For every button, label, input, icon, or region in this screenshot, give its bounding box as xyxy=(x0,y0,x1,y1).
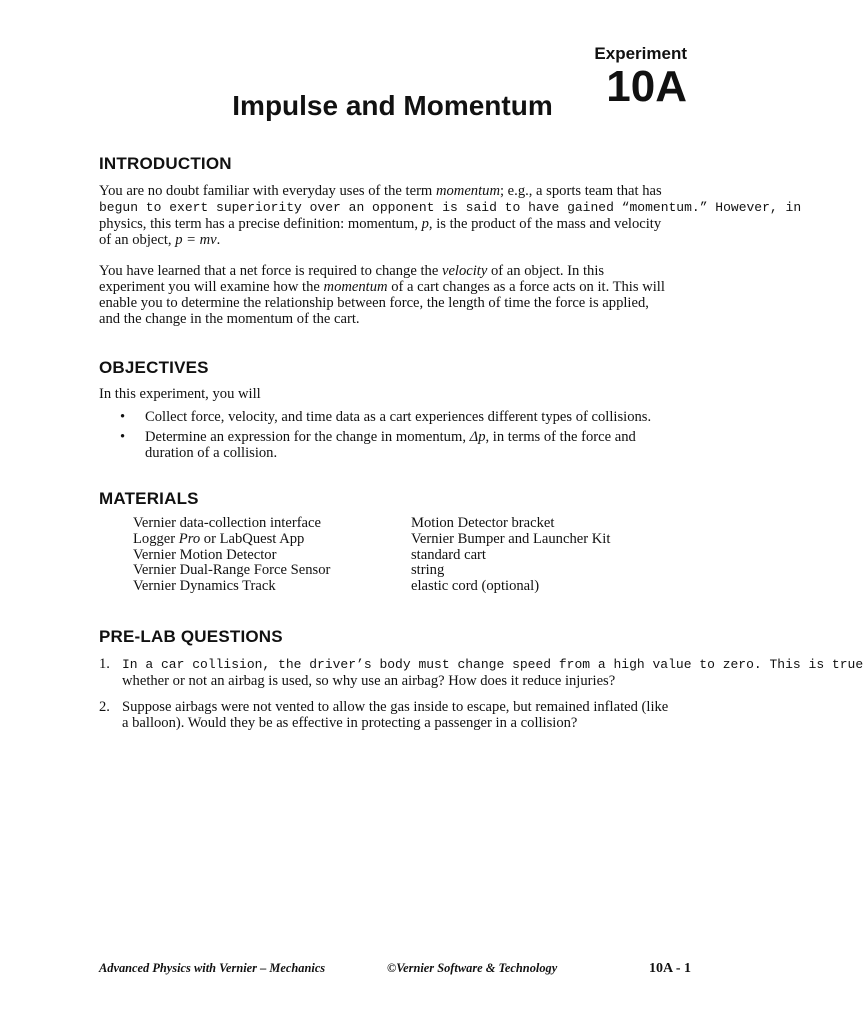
intro-p1-line: begun to exert superiority over an opponent is said to have gained “momentum.” However, in xyxy=(99,200,802,215)
bullet-icon: • xyxy=(120,409,126,425)
page-footer xyxy=(99,961,691,979)
intro-p2-line: enable you to determine the relationship between force, the length of time the force is applied, xyxy=(99,295,649,311)
question-number: 1. xyxy=(99,656,110,672)
material-item: elastic cord (optional) xyxy=(411,578,540,595)
footer-book-title: Advanced Physics with Vernier – Mechanics xyxy=(99,961,326,975)
list-item: • Determine an expression for the change in momentum, Δp, in terms of the force and duration of a collision. xyxy=(120,429,636,461)
introduction-heading: INTRODUCTION xyxy=(99,154,232,173)
objectives-list xyxy=(99,409,689,465)
material-item: Logger Pro or LabQuest App xyxy=(133,530,305,547)
objectives-intro: In this experiment, you will xyxy=(99,386,261,402)
material-item: standard cart xyxy=(411,546,486,563)
list-item: • Collect force, velocity, and time data as a cart experiences different types of collisions. xyxy=(120,409,652,425)
intro-p1-line: of an object, p = mv. xyxy=(99,232,221,248)
experiment-label: Experiment xyxy=(594,44,687,63)
footer-copyright: ©Vernier Software & Technology xyxy=(387,961,558,975)
prelab-heading: PRE-LAB QUESTIONS xyxy=(99,627,283,646)
prelab-question: 1. In a car collision, the driver’s body must change speed from a high value to zero. This is true whether or not an airbag is used, so why use an airbag? How does it reduce injuries? xyxy=(99,656,863,689)
materials-right-column xyxy=(411,516,610,595)
introduction-paragraph-1 xyxy=(99,183,802,248)
materials-heading: MATERIALS xyxy=(99,489,199,508)
intro-p2-line: and the change in the momentum of the cart. xyxy=(99,311,360,327)
material-item: Motion Detector bracket xyxy=(411,515,555,531)
material-item: Vernier Dual-Range Force Sensor xyxy=(133,562,331,579)
intro-p2-line: experiment you will examine how the momentum of a cart changes as a force acts on it. This will xyxy=(99,279,665,295)
material-item: Vernier Dynamics Track xyxy=(133,578,276,595)
material-item: string xyxy=(411,562,445,579)
intro-p2-line: You have learned that a net force is required to change the velocity of an object. In this xyxy=(99,263,605,279)
momentum-formula: p = mv xyxy=(175,232,217,248)
bullet-icon: • xyxy=(120,429,126,445)
materials-list xyxy=(133,516,693,595)
question-number: 2. xyxy=(99,699,110,715)
material-item: Vernier Bumper and Launcher Kit xyxy=(411,530,611,547)
experiment-number: 10A xyxy=(606,62,687,111)
intro-p1-line: You are no doubt familiar with everyday uses of the term momentum; e.g., a sports team that has xyxy=(99,183,662,199)
materials-left-column xyxy=(133,516,411,595)
introduction-paragraph-2 xyxy=(99,263,689,327)
prelab-question: 2. Suppose airbags were not vented to allow the gas inside to escape, but remained inflated (like a balloon). Would they be as effective in protecting a passenger in a collision? xyxy=(99,699,669,731)
page-title: Impulse and Momentum xyxy=(232,90,553,121)
material-item: Vernier Motion Detector xyxy=(133,546,277,563)
intro-p1-line: physics, this term has a precise definition: momentum, p, is the product of the mass and velocity xyxy=(99,216,662,232)
footer-page-number: 10A - 1 xyxy=(649,961,691,976)
material-item: Vernier data-collection interface xyxy=(133,515,321,531)
objectives-heading: OBJECTIVES xyxy=(99,358,209,377)
